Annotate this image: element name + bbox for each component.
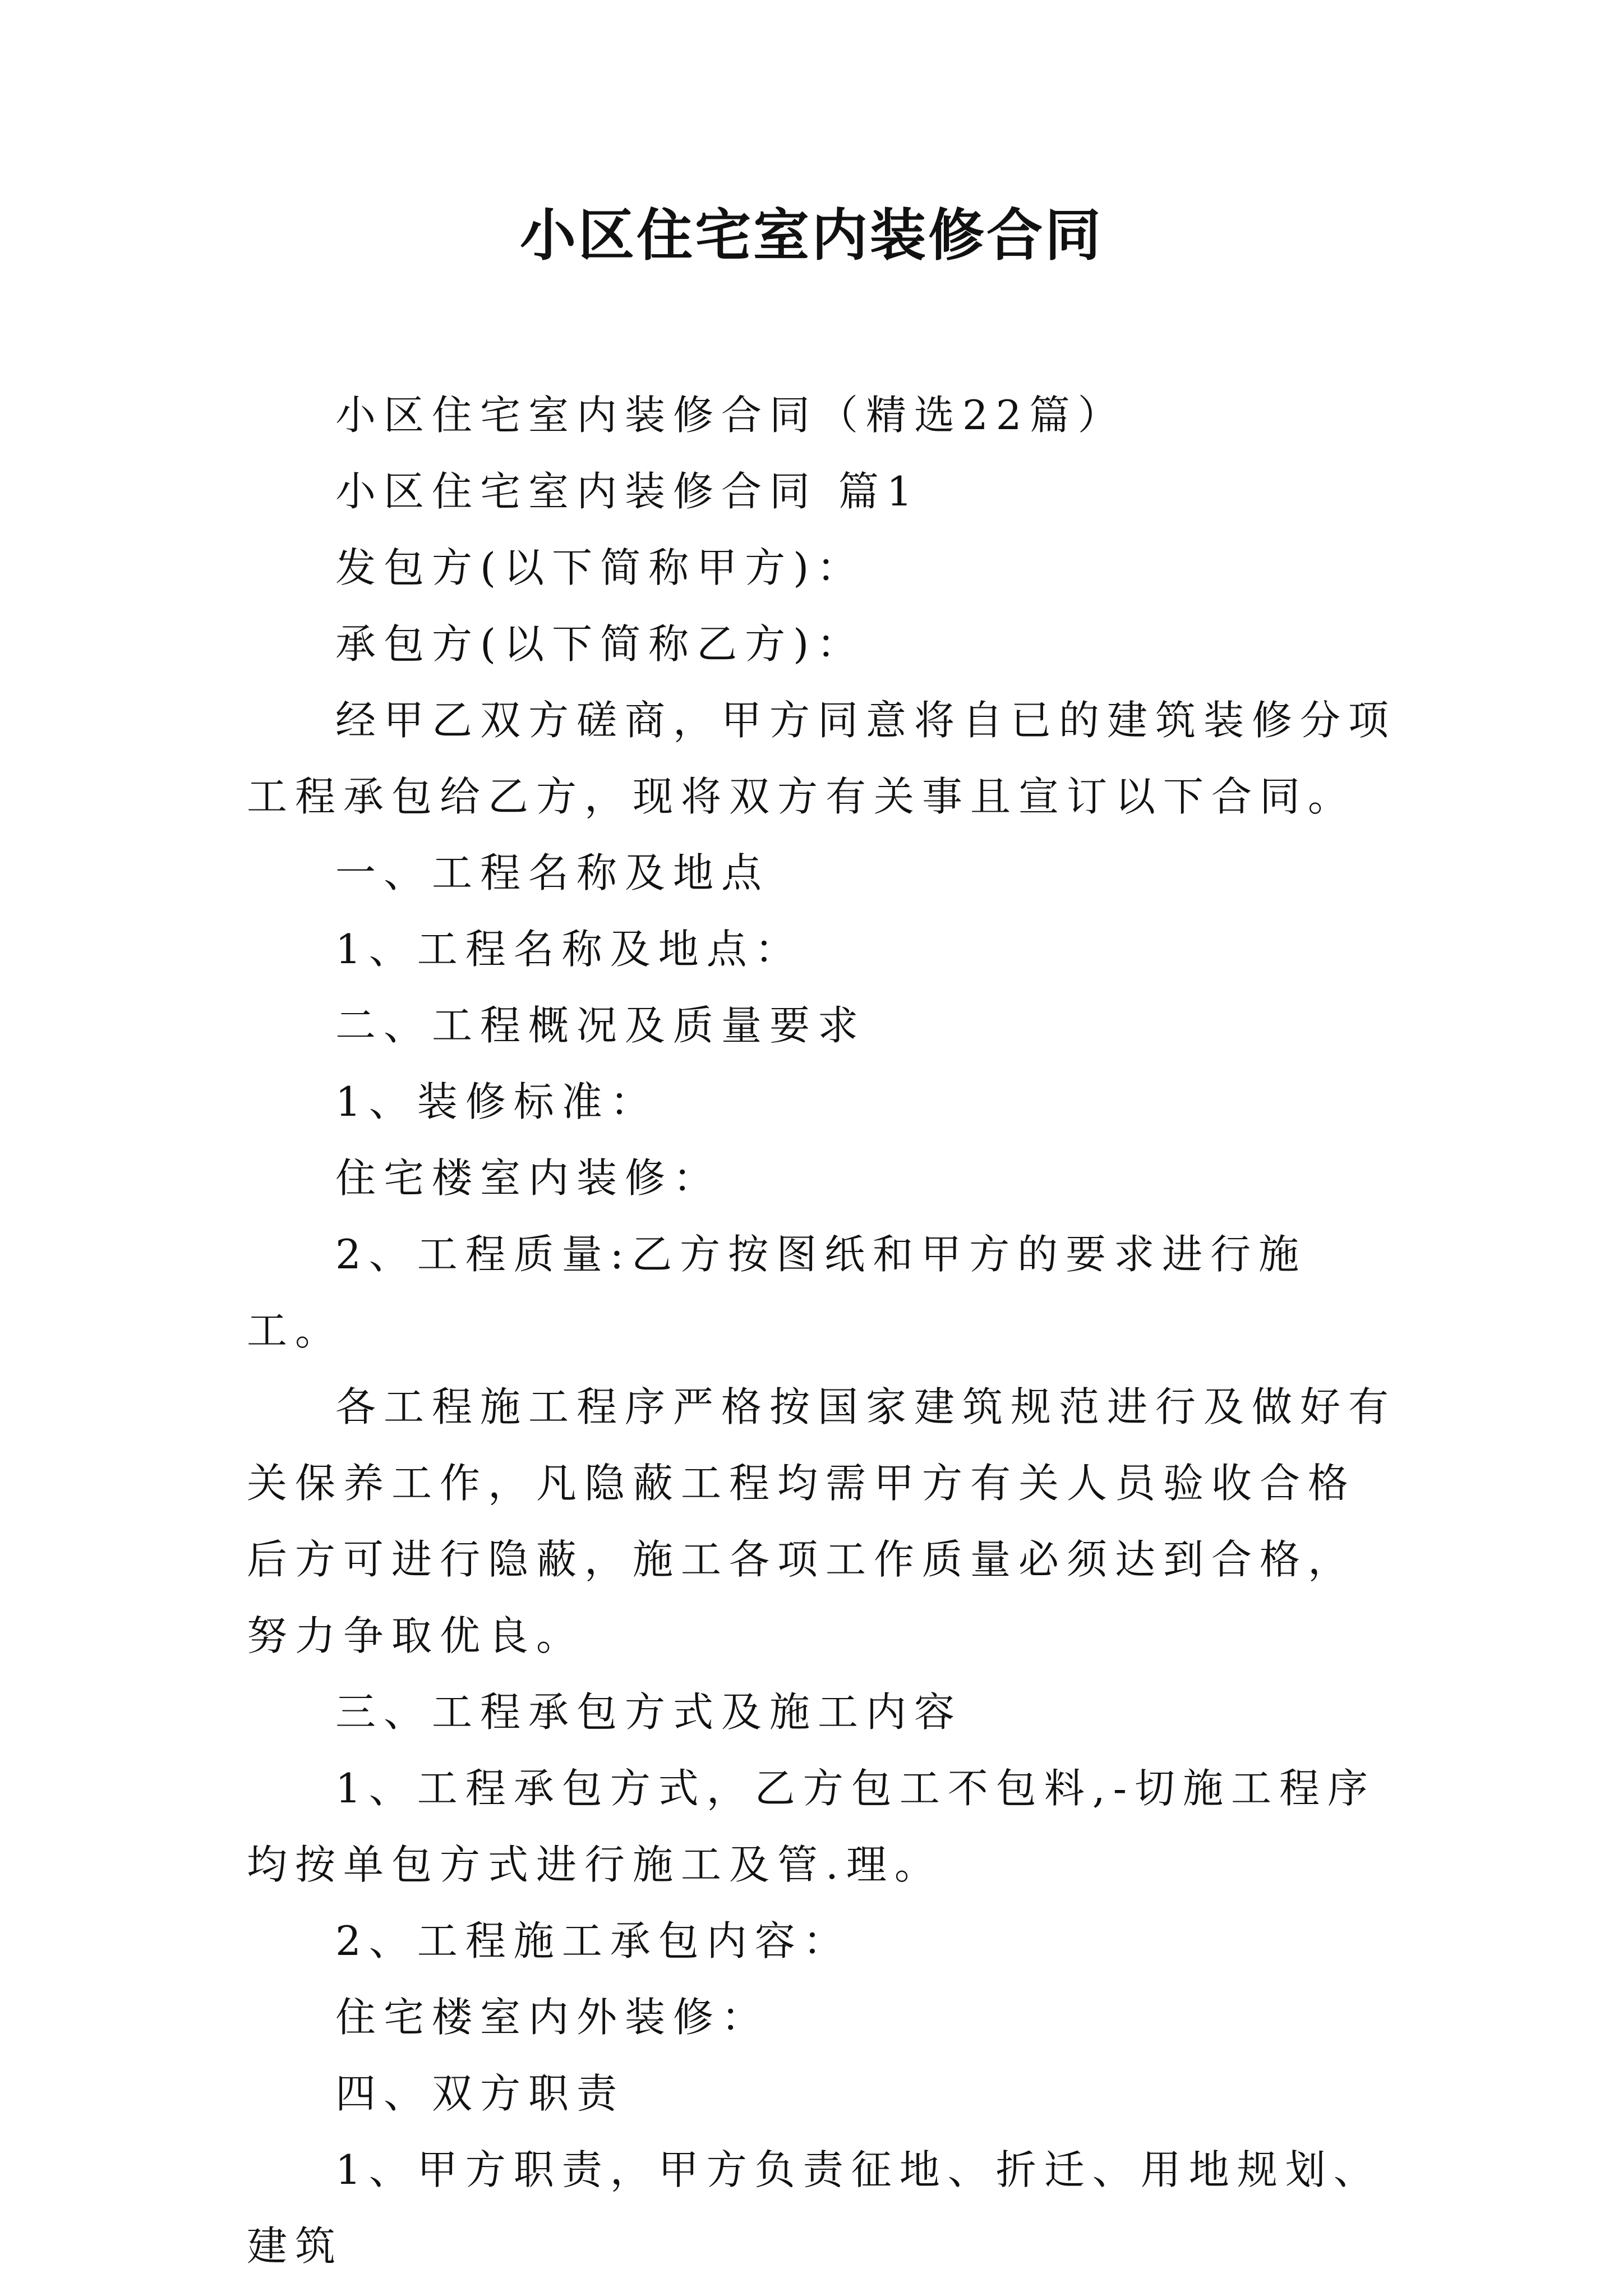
paragraph-item: 2、工程施工承包内容：	[335, 1917, 851, 1964]
paragraph-item: 1、工程名称及地点：	[335, 926, 803, 973]
paragraph-party-a: 发包方(以下简称甲方)：	[335, 544, 865, 591]
document-title: 小区住宅室内装修合同	[520, 203, 1103, 268]
paragraph-item: 1、工程承包方式，乙方包工不包料,-切施工程序均按单包方式进行施工及管.理。	[247, 1765, 1376, 1888]
paragraph-item: 1、装修标准：	[335, 1078, 658, 1125]
paragraph-item: 住宅楼室内外装修：	[335, 1994, 770, 2041]
paragraph-heading-1: 一、工程名称及地点	[335, 849, 770, 896]
paragraph-party-b: 承包方(以下简称乙方)：	[335, 620, 865, 668]
paragraph-heading-4: 四、双方职责	[335, 2070, 625, 2117]
paragraph-item: 住宅楼室内装修：	[335, 1154, 722, 1202]
paragraph-preamble: 经甲乙双方磋商，甲方同意将自已的建筑装修分项工程承包给乙方，现将双方有关事且宣订以下合同。	[247, 697, 1397, 820]
paragraph-item: 2、工程质量:乙方按图纸和甲方的要求进行施工。	[247, 1231, 1307, 1354]
paragraph-quality-clause: 各工程施工程序严格按国家建筑规范进行及做好有关保养工作，凡隐蔽工程均需甲方有关人员验收合格后方可进行隐蔽，施工各项工作质量必须达到合格，努力争取优良。	[247, 1383, 1397, 1659]
paragraph-subtitle: 小区住宅室内装修合同（精选22篇）	[335, 392, 1126, 439]
paragraph-section-heading: 小区住宅室内装修合同 篇1	[335, 468, 920, 515]
paragraph-heading-3: 三、工程承包方式及施工内容	[335, 1688, 963, 1736]
document-body	[247, 377, 1396, 2284]
paragraph-heading-2: 二、工程概况及质量要求	[335, 1002, 866, 1049]
paragraph-item: 1、甲方职责，甲方负责征地、折迁、用地规划、建筑	[247, 2146, 1382, 2270]
